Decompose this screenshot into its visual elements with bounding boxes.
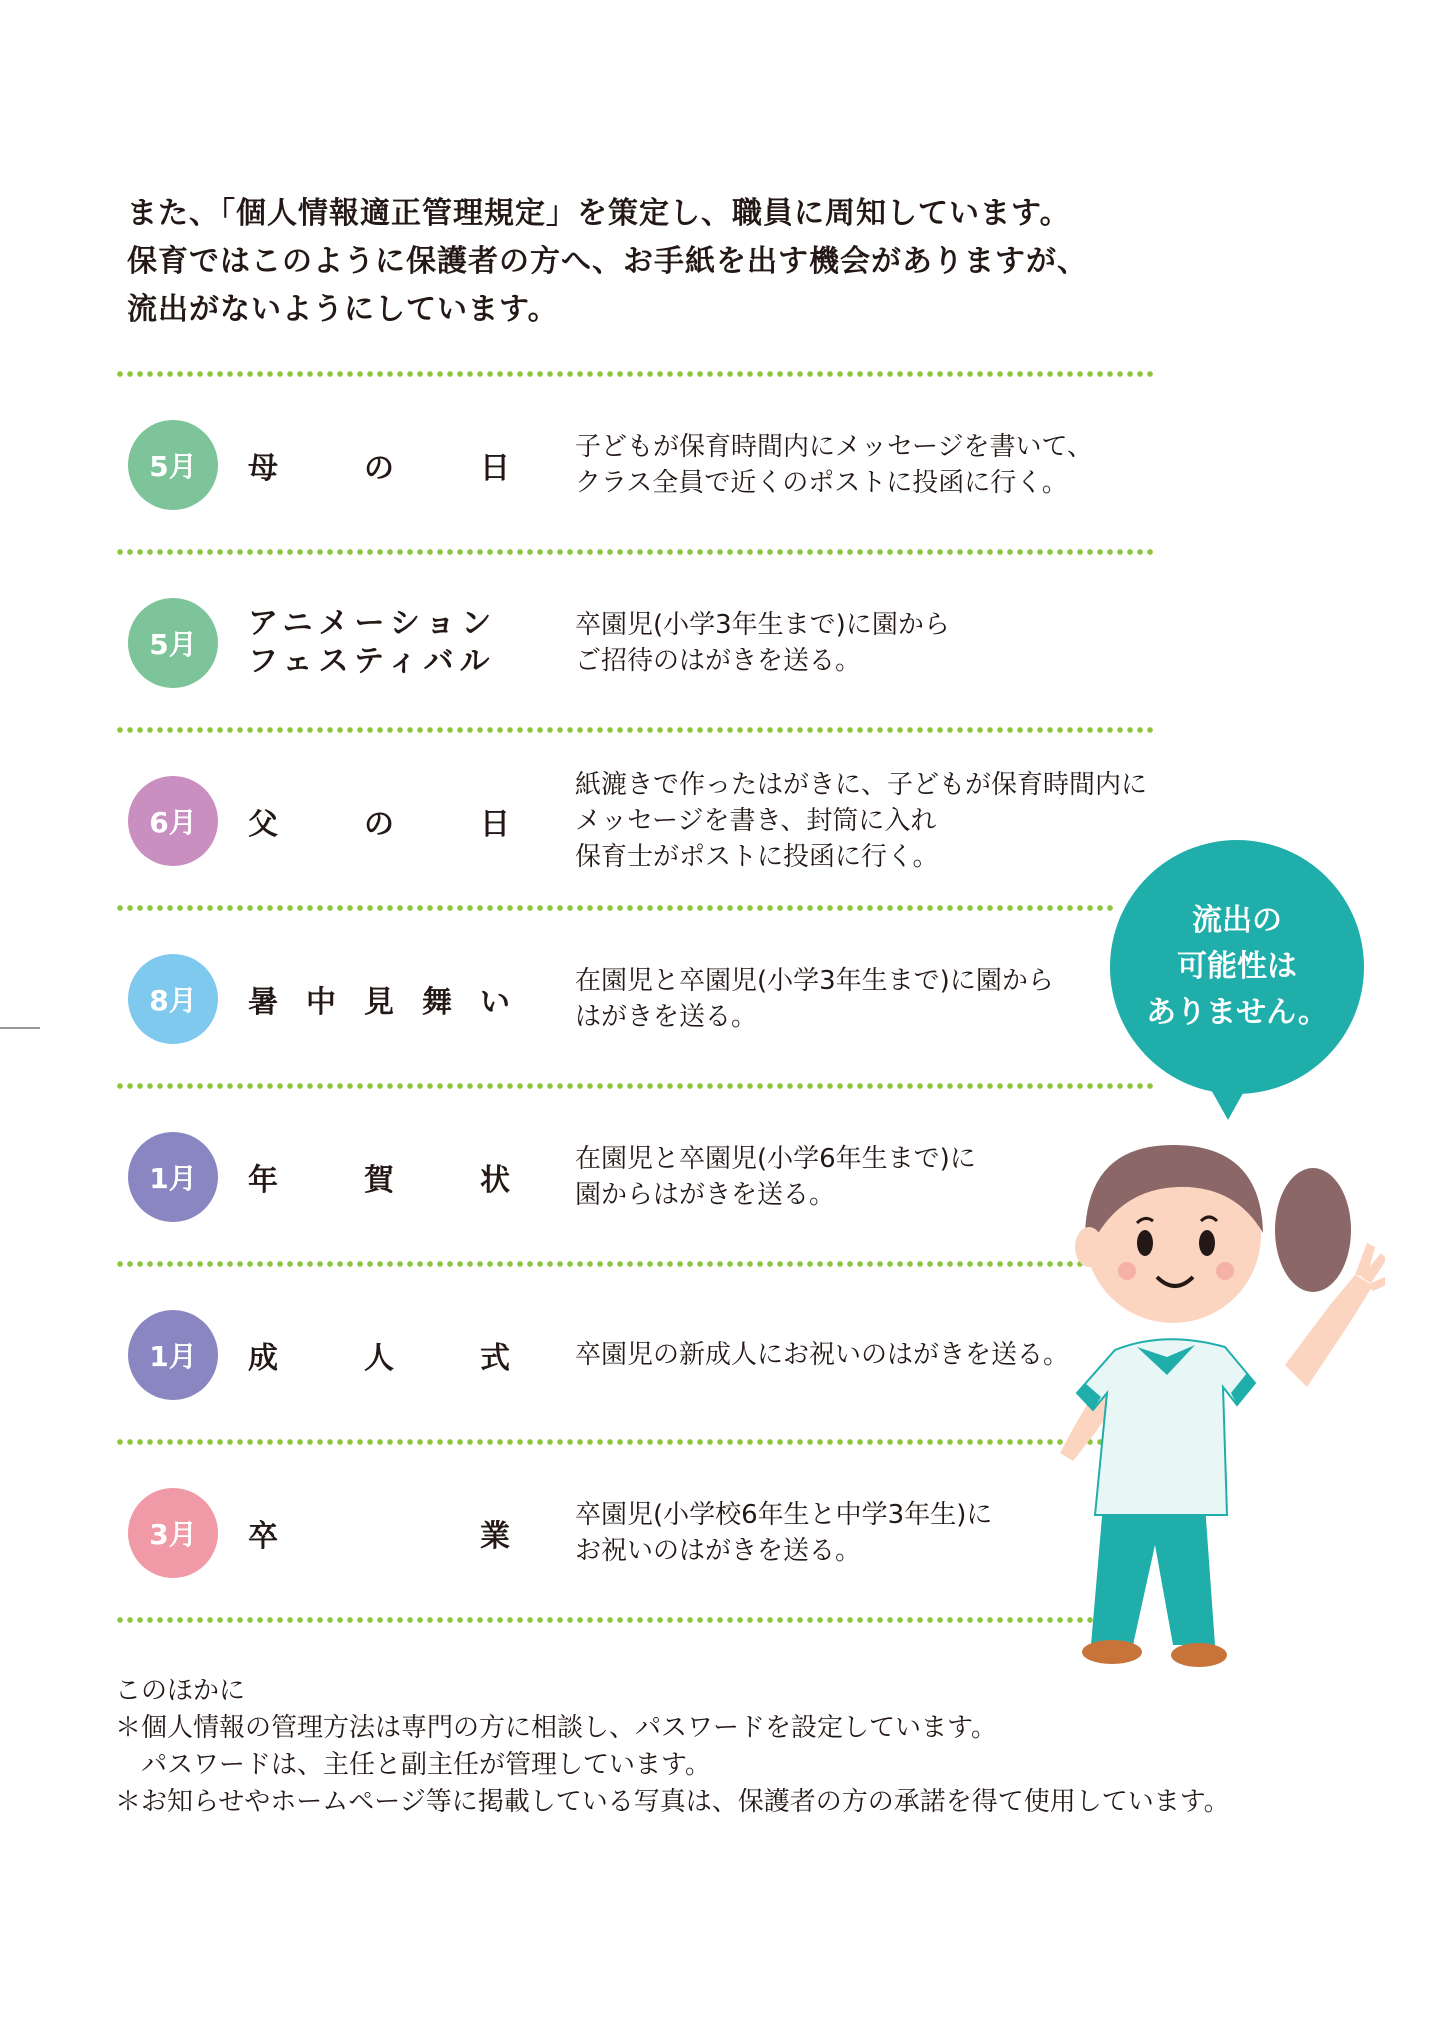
shoe (1082, 1640, 1142, 1664)
raised-arm (1285, 1275, 1373, 1387)
intro-text (127, 190, 1177, 334)
month-badge: 6月 (128, 776, 218, 866)
event-description: 子どもが保育時間内にメッセージを書いて、 クラス全員で近くのポストに投函に行く。 (575, 432, 1093, 498)
event-description: 卒園児の新成人にお祝いのはがきを送る。 (575, 1340, 1070, 1370)
pants (1091, 1505, 1215, 1645)
dotted-divider (115, 1439, 1115, 1445)
ponytail (1275, 1168, 1351, 1292)
footer-line: パスワードは、主任と副主任が管理しています。 (115, 1750, 711, 1780)
event-title: 父 の 日 (248, 807, 510, 842)
dotted-divider (115, 1617, 1115, 1623)
speech-bubble (1110, 840, 1364, 1094)
edge-mark (0, 1027, 40, 1029)
footer-line: ＊お知らせやホームページ等に掲載している写真は、保護者の方の承諾を得て使用しています。 (115, 1787, 1230, 1817)
month-badge: 1月 (128, 1132, 218, 1222)
event-title: アニメーション フェスティバル (248, 606, 498, 679)
month-badge: 8月 (128, 954, 218, 1044)
eye (1199, 1230, 1215, 1256)
event-description: 在園児と卒園児(小学6年生まで)に 園からはがきを送る。 (575, 1144, 976, 1210)
dotted-divider (115, 1261, 1115, 1267)
shoe (1171, 1643, 1227, 1667)
dotted-divider (115, 371, 1157, 377)
month-badge: 1月 (128, 1310, 218, 1400)
month-badge: 5月 (128, 598, 218, 688)
event-description: 卒園児(小学3年生まで)に園から ご招待のはがきを送る。 (575, 610, 950, 676)
dotted-divider (115, 727, 1157, 733)
footer-line: ＊個人情報の管理方法は専門の方に相談し、パスワードを設定しています。 (115, 1713, 997, 1743)
event-description: 紙漉きで作ったはがきに、子どもが保育時間内に メッセージを書き、封筒に入れ 保育士がポストに投函に行く。 (575, 770, 1148, 872)
intro-line: 保育ではこのように保護者の方へ、お手紙を出す機会がありますが、 (127, 244, 1088, 279)
event-description: 在園児と卒園児(小学3年生まで)に園から はがきを送る。 (575, 966, 1054, 1032)
waving-girl-illustration (1055, 1125, 1385, 1670)
month-badge: 3月 (128, 1488, 218, 1578)
footer-line: このほかに (115, 1676, 246, 1706)
dotted-divider (115, 1083, 1157, 1089)
bubble-line: ありません。 (1146, 995, 1328, 1030)
footer-notes (115, 1673, 1415, 1821)
event-description: 卒園児(小学校6年生と中学3年生)に お祝いのはがきを送る。 (575, 1500, 993, 1566)
event-title: 年 賀 状 (248, 1163, 510, 1198)
bubble-line: 可能性は (1177, 949, 1297, 984)
event-title: 成 人 式 (248, 1341, 510, 1376)
dotted-divider (115, 549, 1157, 555)
bubble-line: 流出の (1192, 903, 1282, 938)
intro-line: また、「個人情報適正管理規定」を策定し、職員に周知しています。 (127, 196, 1071, 231)
event-title: 暑 中 見 舞 い (248, 985, 510, 1020)
event-title: 母 の 日 (248, 451, 510, 486)
eye (1137, 1230, 1153, 1256)
month-badge: 5月 (128, 420, 218, 510)
event-title: 卒 業 (248, 1519, 510, 1554)
intro-line: 流出がないようにしています。 (127, 292, 559, 327)
dotted-divider (115, 905, 1115, 911)
